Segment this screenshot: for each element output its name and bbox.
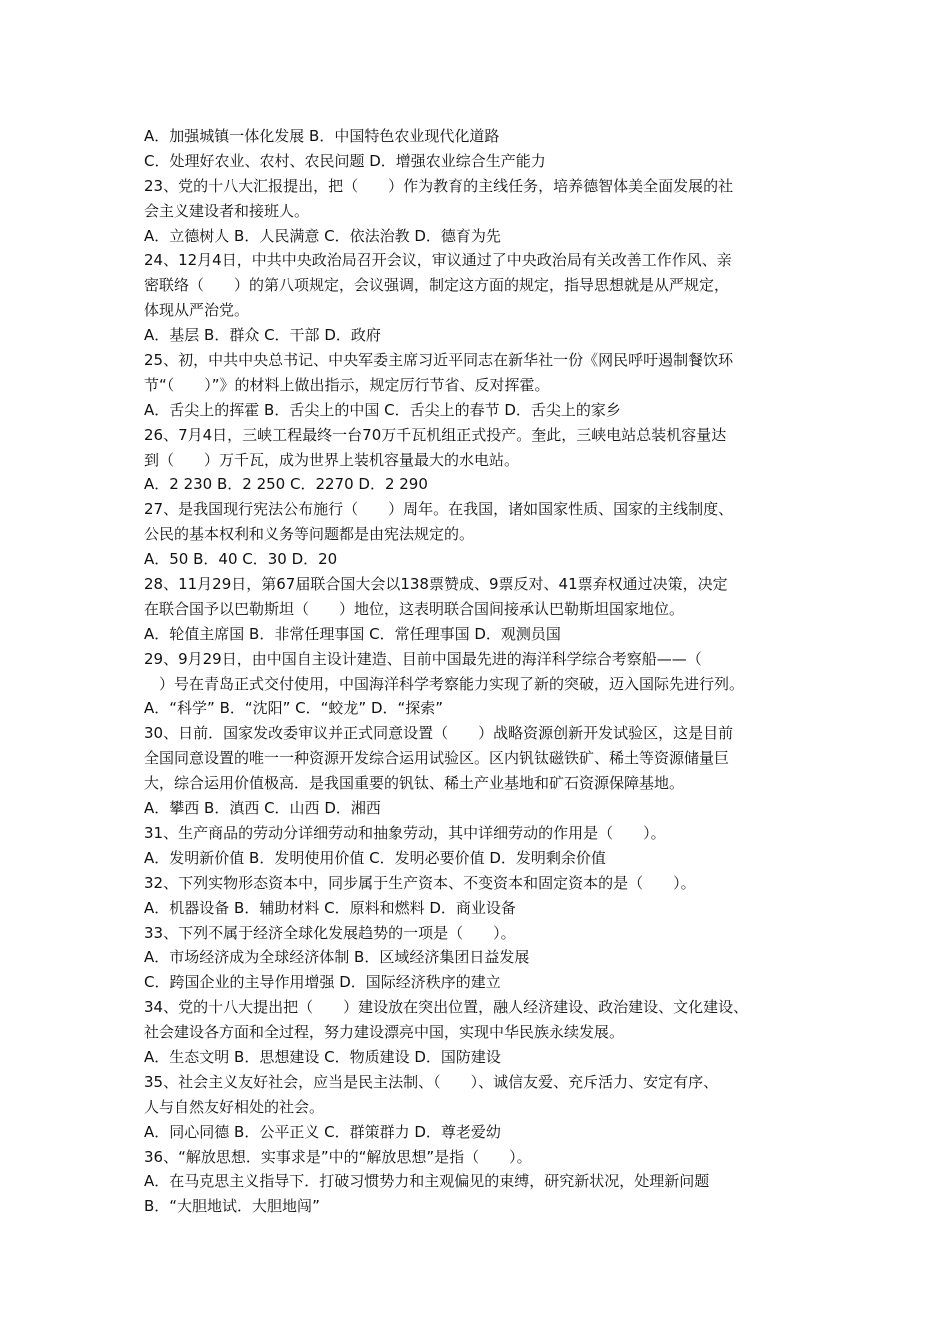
answer-options: A．轮值主席国 B．非常任理事国 C．常任理事国 D．观测员国	[144, 624, 561, 643]
question-line: 31、生产商品的劳动分详细劳动和抽象劳动，其中详细劳动的作用是（ ）。	[144, 823, 666, 842]
text-line: A．加强城镇一体化发展 B．中国特色农业现代化道路	[144, 127, 500, 145]
answer-options: A．市场经济成为全球经济体制 B．区域经济集团日益发展	[144, 948, 530, 967]
answer-options: A．舌尖上的挥霍 B．舌尖上的中国 C．舌尖上的春节 D．舌尖上的家乡	[144, 400, 621, 419]
text-line: 在联合国予以巴勒斯坦（ ）地位，这表明联合国间接承认巴勒斯坦国家地位。	[144, 599, 685, 618]
answer-options: A．机器设备 B．辅助材料 C．原料和燃料 D．商业设备	[144, 898, 516, 917]
question-line: 29、9月29日，由中国自主设计建造、目前中国最先进的海洋科学综合考察船——（	[144, 649, 702, 668]
text-line: 全国同意设置的唯一一种资源开发综合运用试验区。区内钒钛磁铁矿、稀土等资源储量巨	[144, 749, 730, 768]
question-line: 28、11月29日，第67届联合国大会以138票赞成、9票反对、41票弃权通过决策，决定	[144, 575, 728, 594]
answer-options: B．“大胆地试．大胆地闯”	[144, 1197, 320, 1216]
text-line: C．处理好农业、农村、农民问题 D．增强农业综合生产能力	[144, 151, 546, 170]
answer-options: A．“科学” B．“沈阳” C．“蛟龙” D．“探索”	[144, 699, 444, 718]
question-line: 36、“解放思想．实事求是”中的“解放思想”是指（ ）。	[144, 1147, 532, 1166]
answer-options: A．基层 B．群众 C．干部 D．政府	[144, 326, 381, 345]
answer-options: A．攀西 B．滇西 C．山西 D．湘西	[144, 799, 381, 818]
question-line: 23、党的十八大汇报提出，把（ ）作为教育的主线任务，培养德智体美全面发展的社	[144, 176, 734, 195]
answer-options: C．跨国企业的主导作用增强 D．国际经济秩序的建立	[144, 973, 501, 992]
question-line: 24、12月4日，中共中央政治局召开会议，审议通过了中央政治局有关改善工作作风、亲	[144, 251, 732, 270]
answer-options: A．生态文明 B．思想建设 C．物质建设 D．国防建设	[144, 1047, 501, 1066]
answer-options: A．同心同德 B．公平正义 C．群策群力 D．尊老爱幼	[144, 1122, 501, 1141]
text-line: 会主义建设者和接班人。	[144, 201, 310, 220]
answer-options: A．在马克思主义指导下．打破习惯势力和主观偏见的束缚，研究新状况，处理新问题	[144, 1172, 710, 1191]
text-line: 体现从严治党。	[144, 301, 250, 320]
text-line: ）号在青岛正式交付使用，中国海洋科学考察能力实现了新的突破，迈入国际先进行列。	[144, 674, 745, 693]
text-line: 人与自然友好相处的社会。	[144, 1097, 325, 1116]
question-line: 32、下列实物形态资本中，同步属于生产资本、不变资本和固定资本的是（ ）。	[144, 873, 696, 892]
question-line: 35、社会主义友好社会，应当是民主法制、（ ）、诚信友爱、充斥活力、安定有序、	[144, 1072, 719, 1091]
question-line: 27、是我国现行宪法公布施行（ ）周年。在我国，诸如国家性质、国家的主线制度、	[144, 500, 734, 519]
text-line: 大，综合运用价值极高．是我国重要的钒钛、稀土产业基地和矿石资源保障基地。	[144, 774, 685, 793]
text-line: 节“（ ）”》的材料上做出指示，规定厉行节省、反对挥霍。	[144, 375, 550, 394]
answer-options: A．发明新价值 B．发明使用价值 C．发明必要价值 D．发明剩余价值	[144, 848, 606, 867]
text-line: 到（ ）万千瓦，成为世界上装机容量最大的水电站。	[144, 450, 520, 469]
answer-options: A．立德树人 B．人民满意 C．依法治教 D．德育为先	[144, 226, 501, 245]
question-line: 33、下列不属于经济全球化发展趋势的一项是（ ）。	[144, 923, 516, 942]
text-line: 公民的基本权利和义务等问题都是由宪法规定的。	[144, 525, 475, 544]
question-line: 30、日前．国家发改委审议并正式同意设置（ ）战略资源创新开发试验区，这是目前	[144, 724, 734, 743]
answer-options: A．2 230 B．2 250 C．2270 D．2 290	[144, 475, 428, 494]
text-line: 密联络（ ）的第八项规定，会议强调，制定这方面的规定，指导思想就是从严规定，	[144, 276, 730, 295]
question-line: 26、7月4日，三峡工程最终一台70万千瓦机组正式投产。奎此，三峡电站总装机容量达	[144, 425, 727, 444]
document-body	[144, 124, 824, 1219]
text-line: 社会建设各方面和全过程，努力建设漂亮中国，实现中华民族永续发展。	[144, 1023, 625, 1042]
question-line: 34、党的十八大提出把（ ）建设放在突出位置，融人经济建设、政治建设、文化建设、	[144, 998, 749, 1017]
question-line: 25、初，中共中央总书记、中央军委主席习近平同志在新华社一份《网民呼吁遏制餐饮环	[144, 351, 734, 370]
answer-options: A．50 B．40 C．30 D．20	[144, 550, 338, 569]
